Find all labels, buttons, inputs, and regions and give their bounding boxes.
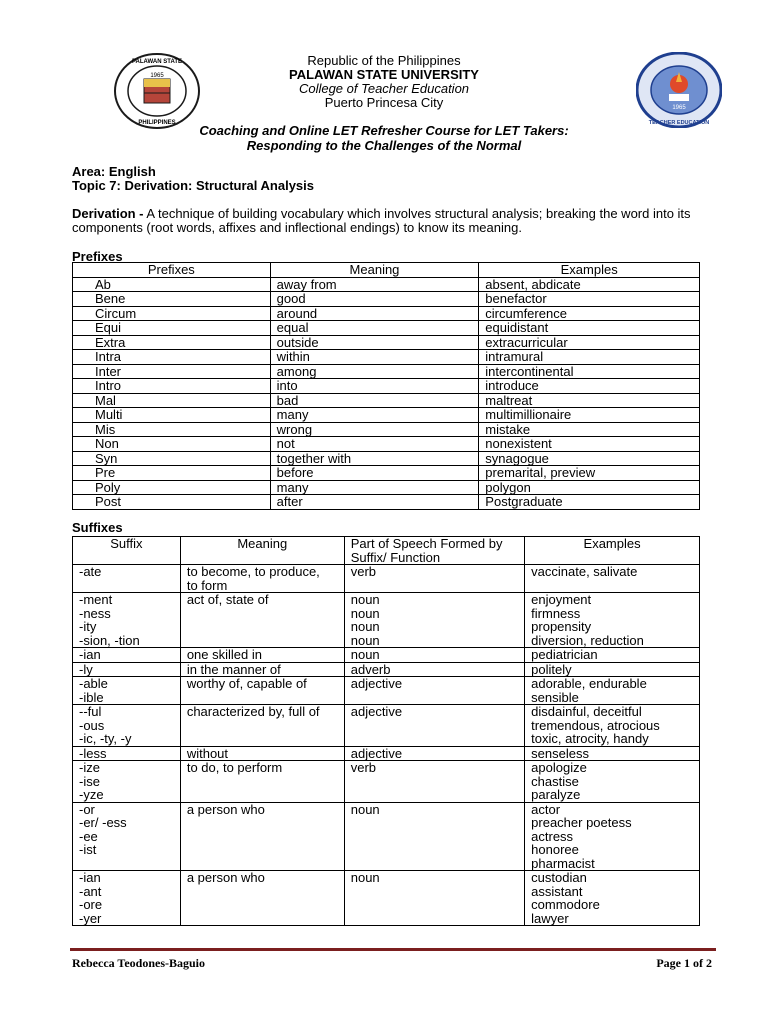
meaning-cell: away from	[270, 277, 479, 292]
prefix-row	[73, 379, 700, 394]
meaning-cell: not	[270, 437, 479, 452]
cell-text-line: adjective	[350, 745, 403, 761]
suffix-row	[73, 871, 700, 926]
cell-text-line: in the manner of	[186, 661, 281, 677]
prefix-row	[73, 350, 700, 365]
cell-text-line: -ise	[79, 773, 100, 789]
area-block	[72, 165, 314, 193]
meaning-cell: together with	[270, 451, 479, 466]
suffix-cell	[73, 705, 181, 747]
meaning-cell: among	[270, 364, 479, 379]
cell-text-line: disdainful, deceitful	[531, 704, 642, 719]
cell-text-line: to become, to produce,	[186, 564, 320, 579]
prefix-cell: Syn	[73, 451, 271, 466]
cell-text-line: vaccinate, salivate	[531, 564, 638, 579]
meaning-col-header: Meaning	[270, 263, 479, 278]
suffix-row	[73, 761, 700, 803]
derivation-term: Derivation -	[72, 206, 144, 221]
cell-text-line: verb	[350, 760, 377, 775]
cell-text-line: diversion, reduction	[531, 632, 644, 648]
suffix-row	[73, 662, 700, 677]
cell-text-line: act of, state of	[186, 592, 269, 607]
cell-text-line: -ize	[79, 760, 100, 775]
example-cell: premarital, preview	[479, 466, 700, 481]
cell-text-line: apologize	[531, 760, 587, 775]
meaning-cell	[180, 746, 344, 761]
svg-text:1965: 1965	[150, 73, 164, 79]
part-of-speech-cell	[344, 593, 524, 648]
prefix-cell: Intro	[73, 379, 271, 394]
cell-text-line: -ly	[79, 661, 93, 677]
part-of-speech-cell	[344, 565, 524, 593]
prefixes-header-row	[73, 263, 700, 278]
example-cell: mistake	[479, 422, 700, 437]
cell-text-line: -yer	[79, 910, 102, 926]
cell-text-line: -ian	[79, 870, 101, 885]
part-of-speech-col-header: Part of Speech Formed by Suffix/ Function	[344, 537, 524, 565]
cell-text-line: without	[186, 745, 229, 761]
example-cell: maltreat	[479, 393, 700, 408]
city-name: Puerto Princesa City	[324, 95, 444, 110]
suffixes-title: Suffixes	[72, 520, 123, 535]
suffix-cell	[73, 662, 181, 677]
prefix-cell: Bene	[73, 292, 271, 307]
example-cell: intramural	[479, 350, 700, 365]
svg-text:1965: 1965	[672, 105, 686, 111]
cell-text-line: senseless	[531, 745, 589, 761]
meaning-cell: within	[270, 350, 479, 365]
cell-text-line: one skilled in	[186, 647, 262, 662]
example-cell: introduce	[479, 379, 700, 394]
prefix-cell: Inter	[73, 364, 271, 379]
cell-text-line: noun	[350, 632, 380, 648]
example-cell	[525, 677, 700, 705]
suffix-row	[73, 648, 700, 663]
cell-text-line: -ore	[79, 897, 103, 912]
example-cell: polygon	[479, 480, 700, 495]
meaning-cell: equal	[270, 321, 479, 336]
cell-text-line: politely	[531, 661, 572, 677]
meaning-cell: bad	[270, 393, 479, 408]
meaning-cell	[180, 802, 344, 871]
prefix-row	[73, 408, 700, 423]
cell-text-line: -ant	[79, 883, 102, 899]
cell-text-line: characterized by, full of	[186, 704, 320, 719]
cell-text-line: adverb	[350, 661, 391, 677]
cell-text-line: to form	[186, 577, 228, 593]
meaning-cell: before	[270, 466, 479, 481]
part-of-speech-cell	[344, 871, 524, 926]
suffixes-table	[72, 536, 700, 926]
example-cell: circumference	[479, 306, 700, 321]
prefixes-table	[72, 262, 700, 510]
prefix-row	[73, 321, 700, 336]
meaning-cell: good	[270, 292, 479, 307]
part-of-speech-cell	[344, 648, 524, 663]
cell-text-line: actress	[531, 828, 574, 844]
cell-text-line: -ee	[79, 828, 98, 844]
cell-text-line: noun	[350, 619, 380, 634]
prefix-cell: Post	[73, 495, 271, 510]
cell-text-line: a person who	[186, 870, 265, 885]
cell-text-line: -ist	[79, 842, 97, 857]
cell-text-line: a person who	[186, 801, 265, 817]
suffixes-header-row	[73, 537, 700, 565]
prefix-cell: Circum	[73, 306, 271, 321]
part-of-speech-cell	[344, 802, 524, 871]
meaning-cell: many	[270, 408, 479, 423]
cell-text-line: tremendous, atrocious	[531, 717, 660, 733]
derivation-text: A technique of building vocabulary which involves structural analysis; breaking the word into its components (root words, affixes and inflectional endings) to know its meaning.	[72, 206, 691, 235]
svg-text:TEACHER EDUCATION: TEACHER EDUCATION	[648, 120, 710, 126]
cell-text-line: adorable, endurable	[531, 676, 647, 691]
example-cell: equidistant	[479, 321, 700, 336]
course-title	[0, 123, 768, 153]
suffix-col-header: Suffix	[73, 537, 181, 565]
cell-text-line: commodore	[531, 897, 600, 912]
cell-text-line: honoree	[531, 842, 579, 857]
svg-text:PHILIPPINES: PHILIPPINES	[138, 120, 176, 126]
prefix-row	[73, 437, 700, 452]
cell-text-line: -yze	[79, 787, 104, 802]
meaning-cell	[180, 677, 344, 705]
meaning-cell: after	[270, 495, 479, 510]
prefix-cell: Intra	[73, 350, 271, 365]
meaning-cell	[180, 761, 344, 803]
prefix-cell: Non	[73, 437, 271, 452]
meaning-cell	[180, 648, 344, 663]
cell-text-line: noun	[350, 605, 380, 621]
cell-text-line: to do, to perform	[186, 760, 283, 775]
cell-text-line: -less	[79, 745, 107, 761]
course-title-line2: Responding to the Challenges of the Normal	[246, 138, 522, 153]
cell-text-line: -ian	[79, 647, 101, 662]
prefix-cell: Mal	[73, 393, 271, 408]
meaning-cell	[180, 705, 344, 747]
svg-text:PALAWAN STATE: PALAWAN STATE	[132, 59, 182, 65]
example-cell	[525, 662, 700, 677]
part-of-speech-cell	[344, 662, 524, 677]
footer-page-number: Page 1 of 2	[656, 956, 712, 970]
cell-text-line: assistant	[531, 883, 583, 899]
example-cell	[525, 648, 700, 663]
suffix-cell	[73, 677, 181, 705]
suffix-row	[73, 802, 700, 871]
cell-text-line: noun	[350, 801, 380, 817]
prefix-cell: Equi	[73, 321, 271, 336]
suffix-cell	[73, 746, 181, 761]
prefix-cell: Multi	[73, 408, 271, 423]
cell-text-line: propensity	[531, 619, 592, 634]
cell-text-line: adjective	[350, 704, 403, 719]
meaning-cell: wrong	[270, 422, 479, 437]
suffix-cell	[73, 802, 181, 871]
cell-text-line: enjoyment	[531, 592, 592, 607]
cell-text-line: pharmacist	[531, 855, 595, 871]
part-of-speech-cell	[344, 746, 524, 761]
cell-text-line: -er/ -ess	[79, 815, 127, 830]
prefix-cell: Extra	[73, 335, 271, 350]
document-header	[0, 54, 768, 110]
cell-text-line: chastise	[531, 773, 579, 789]
example-cell: Postgraduate	[479, 495, 700, 510]
prefix-cell: Ab	[73, 277, 271, 292]
university-name: PALAWAN STATE UNIVERSITY	[289, 67, 479, 82]
meaning-col-header: Meaning	[180, 537, 344, 565]
suffix-row	[73, 746, 700, 761]
prefix-row	[73, 451, 700, 466]
cell-text-line: -ity	[79, 619, 97, 634]
suffix-cell	[73, 565, 181, 593]
example-cell: absent, abdicate	[479, 277, 700, 292]
example-cell: benefactor	[479, 292, 700, 307]
prefix-row	[73, 466, 700, 481]
cell-text-line: -ible	[79, 689, 104, 705]
example-cell: intercontinental	[479, 364, 700, 379]
example-cell	[525, 802, 700, 871]
meaning-cell	[180, 662, 344, 677]
cell-text-line: -sion, -tion	[79, 632, 140, 648]
cell-text-line: paralyze	[531, 787, 581, 802]
cell-text-line: actor	[531, 801, 561, 817]
prefix-cell: Pre	[73, 466, 271, 481]
prefixes-title: Prefixes	[72, 249, 123, 264]
suffix-cell	[73, 593, 181, 648]
prefix-row	[73, 393, 700, 408]
suffix-cell	[73, 648, 181, 663]
example-cell: synagogue	[479, 451, 700, 466]
prefix-row	[73, 306, 700, 321]
prefix-cell: Mis	[73, 422, 271, 437]
footer-author: Rebecca Teodones-Baguio	[72, 956, 206, 970]
examples-col-header: Examples	[479, 263, 700, 278]
meaning-cell: around	[270, 306, 479, 321]
cell-text-line: preacher poetess	[531, 815, 632, 830]
cell-text-line: verb	[350, 564, 377, 579]
cell-text-line: noun	[350, 592, 380, 607]
prefix-row	[73, 495, 700, 510]
cell-text-line: custodian	[531, 870, 587, 885]
example-cell	[525, 565, 700, 593]
prefix-row	[73, 480, 700, 495]
cell-text-line: worthy of, capable of	[186, 676, 307, 691]
meaning-cell	[180, 871, 344, 926]
suffix-row	[73, 593, 700, 648]
prefixes-col-header: Prefixes	[73, 263, 271, 278]
cell-text-line: noun	[350, 870, 380, 885]
meaning-cell: many	[270, 480, 479, 495]
prefix-row	[73, 292, 700, 307]
cell-text-line: -ic, -ty, -y	[79, 731, 132, 746]
suffix-row	[73, 565, 700, 593]
footer-rule	[70, 948, 716, 951]
example-cell: extracurricular	[479, 335, 700, 350]
suffix-cell	[73, 761, 181, 803]
cell-text-line: pediatrician	[531, 647, 598, 662]
cell-text-line: noun	[350, 647, 380, 662]
cell-text-line: --ful	[79, 704, 102, 719]
suffix-cell	[73, 871, 181, 926]
part-of-speech-cell	[344, 677, 524, 705]
cell-text-line: -ate	[79, 564, 102, 579]
republic-line: Republic of the Philippines	[307, 53, 461, 68]
example-cell: nonexistent	[479, 437, 700, 452]
derivation-definition	[72, 207, 712, 235]
topic-label: Topic 7: Derivation: Structural Analysis	[72, 178, 314, 193]
example-cell	[525, 761, 700, 803]
cell-text-line: -ment	[79, 592, 113, 607]
prefix-row	[73, 422, 700, 437]
example-cell	[525, 705, 700, 747]
cell-text-line: firmness	[531, 605, 581, 621]
example-cell: multimillionaire	[479, 408, 700, 423]
example-cell	[525, 746, 700, 761]
prefix-cell: Poly	[73, 480, 271, 495]
prefix-row	[73, 277, 700, 292]
cell-text-line: toxic, atrocity, handy	[531, 731, 649, 746]
example-cell	[525, 593, 700, 648]
examples-col-header: Examples	[525, 537, 700, 565]
prefix-row	[73, 335, 700, 350]
example-cell	[525, 871, 700, 926]
part-of-speech-cell	[344, 761, 524, 803]
suffix-row	[73, 705, 700, 747]
cell-text-line: -or	[79, 801, 95, 817]
meaning-cell: into	[270, 379, 479, 394]
cell-text-line: -ness	[79, 605, 111, 621]
meaning-cell	[180, 565, 344, 593]
college-name: College of Teacher Education	[298, 81, 470, 96]
prefix-row	[73, 364, 700, 379]
cell-text-line: adjective	[350, 676, 403, 691]
meaning-cell	[180, 593, 344, 648]
meaning-cell: outside	[270, 335, 479, 350]
course-title-line1: Coaching and Online LET Refresher Course for LET Takers:	[199, 123, 569, 138]
suffix-row	[73, 677, 700, 705]
area-label: Area: English	[72, 164, 156, 179]
cell-text-line: sensible	[531, 689, 579, 705]
cell-text-line: -ous	[79, 717, 105, 733]
part-of-speech-cell	[344, 705, 524, 747]
cell-text-line: lawyer	[531, 910, 569, 926]
cell-text-line: -able	[79, 676, 108, 691]
